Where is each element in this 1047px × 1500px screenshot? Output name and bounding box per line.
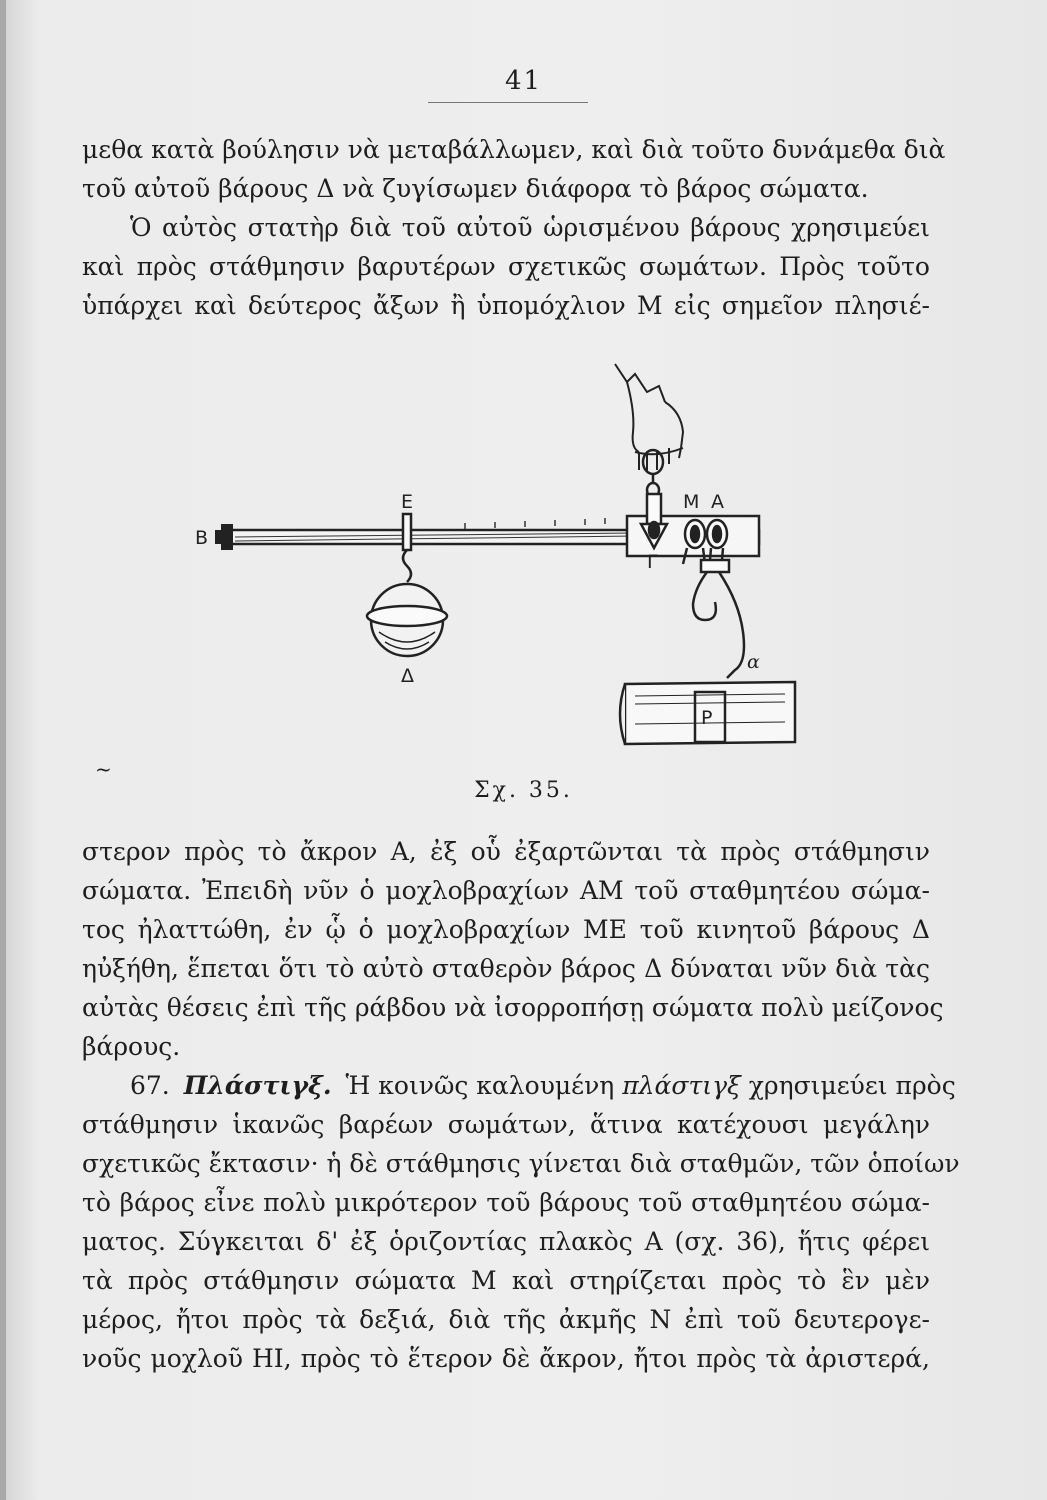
section-text: Ἡ κοινῶς καλουμένη <box>345 1071 615 1100</box>
text-line: μέρος, ἤτοι πρὸς τὰ δεξιά, διὰ τῆς ἀκμῆς Ν ἐπὶ τοῦ δευτερογε- <box>82 1305 930 1334</box>
text-line: μεθα κατὰ βούλησιν νὰ μεταβάλλωμεν, καὶ διὰ τοῦτο δυνάμεθα διὰ <box>82 135 946 164</box>
label-gamma: Γ <box>647 551 658 573</box>
text-line: στάθμησιν ἱκανῶς βαρέων σωμάτων, ἅτινα κατέχουσι μεγάλην <box>82 1110 930 1139</box>
text-line: νοῦς μοχλοῦ ΗΙ, πρὸς τὸ ἕτερον δὲ ἄκρον, ἤτοι πρὸς τὰ ἀριστερά, <box>82 1344 930 1373</box>
text-line: ὑπάρχει καὶ δεύτερος ἄξων ἢ ὑπομόχλιον Μ εἰς σημεῖον πλησιέ- <box>82 291 930 320</box>
section-term: πλάστιγξ <box>622 1071 741 1100</box>
text-line: τὸ βάρος εἶνε πολὺ μικρότερον τοῦ βάρους τοῦ σταθμητέου σώμα- <box>82 1188 930 1217</box>
text-line: σχετικῶς ἔκτασιν· ἡ δὲ στάθμησις γίνεται διὰ σταθμῶν, τῶν ὁποίων <box>82 1149 960 1178</box>
label-e: E <box>401 491 414 513</box>
rider-e <box>403 514 411 582</box>
weight-delta <box>367 584 447 656</box>
page-spine-shadow <box>0 0 6 1500</box>
text-line: ηὐξήθη, ἕπεται ὅτι τὸ αὐτὸ σταθερὸν βάρος Δ δύναται νῦν διὰ τὰς <box>82 954 930 983</box>
fulcrum-m <box>683 520 705 564</box>
paragraph-middle <box>82 832 944 1066</box>
section-heading-line <box>82 1066 956 1105</box>
label-alpha: α <box>747 651 760 673</box>
section-67 <box>82 1066 960 1378</box>
text-line: τοῦ αὐτοῦ βάρους Δ νὰ ζυγίσωμεν διάφορα τὸ βάρος σώματα. <box>82 174 869 203</box>
section-text: χρησιμεύει πρὸς <box>748 1071 956 1100</box>
paragraph-top <box>82 130 946 325</box>
text-line: καὶ πρὸς στάθμησιν βαρυτέρων σχετικῶς σωμάτων. Πρὸς τοῦτο <box>82 252 930 281</box>
text-line: τος ἠλαττώθη, ἐν ᾧ ὁ μοχλοβραχίων ΜΕ τοῦ κινητοῦ βάρους Δ <box>82 915 930 944</box>
stray-ink-mark: ~ <box>95 757 112 781</box>
label-p: P <box>701 707 713 729</box>
text-line: σώματα. Ἐπειδὴ νῦν ὁ μοχλοβραχίων ΑΜ τοῦ σταθμητέου σώμα- <box>82 876 930 905</box>
text-line: ματος. Σύγκειται δ' ἐξ ὁριζοντίας πλακὸς Α (σχ. 36), ἥτις φέρει <box>82 1227 930 1256</box>
label-m: M <box>683 491 700 513</box>
hand-illustration <box>615 364 683 472</box>
text-line: Ὁ αὐτὸς στατὴρ διὰ τοῦ αὐτοῦ ὡρισμένου βάρους χρησιμεύει <box>130 213 930 242</box>
page-number: 41 <box>504 66 543 96</box>
text-line: αὐτὰς θέσεις ἐπὶ τῆς ράβδου νὰ ἰσορροπήσῃ σώματα πολὺ μείζονος <box>82 993 944 1022</box>
figure-caption: Σχ. 35. <box>474 778 573 803</box>
header-rule <box>428 102 588 103</box>
label-b: B <box>195 527 209 549</box>
text-line: στερον πρὸς τὸ ἄκρον Α, ἐξ οὗ ἐξαρτῶνται τὰ πρὸς στάθμησιν <box>82 837 930 866</box>
steelyard-beam <box>215 516 759 556</box>
text-line: τὰ πρὸς στάθμησιν σώματα Μ καὶ στηρίζεται πρὸς τὸ ἓν μὲν <box>82 1266 930 1295</box>
label-delta: Δ <box>401 665 414 687</box>
figure-steelyard <box>195 352 795 772</box>
section-number: 67. <box>130 1071 170 1100</box>
scale-graduations <box>465 518 605 529</box>
text-line: βάρους. <box>82 1032 181 1061</box>
section-title: Πλάστιγξ. <box>183 1071 332 1100</box>
label-a: A <box>711 491 724 513</box>
